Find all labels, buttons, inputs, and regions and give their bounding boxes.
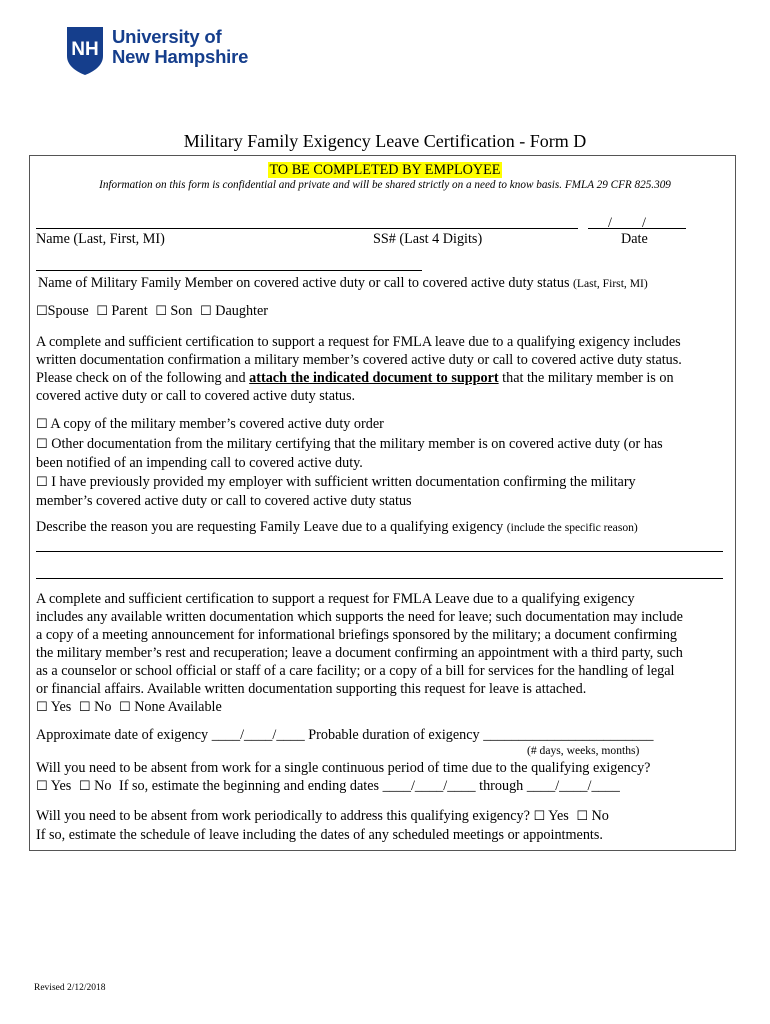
continuous-estimate-label: If so, estimate the beginning and ending dates	[118, 778, 380, 794]
spouse-checkbox[interactable]: ☐	[36, 304, 48, 319]
para1-line3	[36, 370, 674, 387]
doc-option-2-label: Other documentation from the military certifying that the military member is on covered active duty (or has	[51, 436, 663, 452]
periodic-yes-checkbox[interactable]: ☐	[533, 809, 546, 824]
continuous-yes-checkbox[interactable]: ☐	[36, 779, 48, 794]
doc-option-1-label: A copy of the military member’s covered active duty order	[50, 416, 384, 432]
duration-label: Probable duration of exigency	[308, 727, 480, 743]
son-label: Son	[170, 303, 193, 319]
employee-heading: TO BE COMPLETED BY EMPLOYEE	[269, 162, 501, 178]
periodic-no-label: No	[591, 808, 609, 824]
doc-option-2-checkbox[interactable]: ☐	[36, 437, 48, 452]
doc-yes-label: Yes	[50, 699, 72, 715]
doc-option-1-checkbox[interactable]: ☐	[36, 417, 48, 432]
name-label: Name (Last, First, MI)	[36, 231, 165, 247]
doc-none-label: None Available	[134, 699, 222, 715]
doc-no-label: No	[94, 699, 112, 715]
daughter-checkbox[interactable]: ☐	[200, 304, 212, 319]
logo-line-1: University of	[112, 26, 222, 47]
reason-label: Describe the reason you are requesting Family Leave due to a qualifying exigency	[36, 519, 504, 535]
member-name-field[interactable]	[36, 270, 422, 271]
through-label: through	[479, 778, 524, 794]
continuous-yes-label: Yes	[50, 778, 72, 794]
exigency-row	[36, 727, 653, 744]
parent-checkbox[interactable]: ☐	[96, 304, 108, 319]
date-label: Date	[621, 231, 648, 247]
reason-label-wrap	[36, 519, 638, 536]
para1-line4: covered active duty or call to covered active duty status.	[36, 388, 356, 404]
para1-line3a: Please check on of the following and	[36, 370, 250, 386]
member-label-hint: (Last, First, MI)	[573, 277, 648, 290]
unh-logo	[66, 26, 266, 78]
doc-option-2	[36, 436, 663, 453]
para2-line3: a copy of a meeting announcement for informational briefings sponsored by the military; a document confirming	[36, 627, 678, 643]
periodic-estimate: If so, estimate the schedule of leave including the dates of any scheduled meetings or appointments.	[36, 827, 603, 843]
continuous-question: Will you need to be absent from work for a single continuous period of time due to the qualifying exigency?	[36, 760, 651, 776]
continuous-row	[36, 778, 620, 795]
duration-field[interactable]: ________________________	[483, 727, 654, 743]
para2-line1: A complete and sufficient certification to support a request for FMLA Leave due to a qualifying exigency	[36, 591, 635, 607]
periodic-no-checkbox[interactable]: ☐	[576, 809, 588, 824]
continuous-no-checkbox[interactable]: ☐	[78, 779, 91, 794]
para1-line2: written documentation confirmation a military member’s covered active duty or call to covered active duty status.	[36, 352, 682, 368]
periodic-yes-label: Yes	[548, 808, 569, 824]
continuous-no-label: No	[94, 778, 112, 794]
ss-label: SS# (Last 4 Digits)	[373, 231, 483, 247]
unh-shield-icon	[66, 26, 104, 76]
doc-option-3-cont: member’s covered active duty or call to covered active duty status	[36, 493, 412, 509]
doc-no-checkbox[interactable]: ☐	[78, 700, 91, 715]
date-slashes: / /	[608, 215, 646, 231]
member-label-wrap	[38, 275, 648, 292]
form-title: Military Family Exigency Leave Certification - Form D	[183, 131, 587, 151]
reason-field-line-1[interactable]	[36, 551, 723, 552]
continuous-end-field[interactable]: ____/____/____	[526, 778, 620, 794]
periodic-row	[36, 808, 609, 825]
doc-availability-row	[36, 699, 222, 716]
attach-instruction: attach the indicated document to support	[249, 370, 499, 386]
svg-text:NH: NH	[71, 39, 99, 60]
para2-line2: includes any available written documentation which supports the need for leave; such documentation may include	[36, 609, 683, 625]
doc-option-3-label: I have previously provided my employer with sufficient written documentation confirming the military	[51, 474, 636, 490]
revised-date: Revised 2/12/2018	[34, 983, 106, 993]
para2-line6: or financial affairs. Available written documentation supporting this request for leave is attached.	[36, 681, 587, 697]
son-checkbox[interactable]: ☐	[155, 304, 167, 319]
spouse-label: Spouse	[47, 303, 89, 319]
doc-option-3	[36, 474, 636, 491]
continuous-start-field[interactable]: ____/____/____	[382, 778, 476, 794]
employee-heading-wrap	[0, 162, 770, 179]
periodic-question: Will you need to be absent from work periodically to address this qualifying exigency?	[36, 808, 530, 824]
para1-line3c: that the military member is on	[498, 370, 674, 386]
date-field[interactable]	[588, 228, 686, 229]
para2-line5: as a counselor or school official or staff of a care facility; or a copy of a bill for services for the handling of legal	[36, 663, 675, 679]
duration-hint: (# days, weeks, months)	[527, 744, 640, 757]
doc-option-1	[36, 416, 384, 433]
parent-label: Parent	[111, 303, 148, 319]
relationship-row	[36, 303, 268, 320]
exigency-date-label: Approximate date of exigency	[36, 727, 209, 743]
confidential-note: Information on this form is confidential and private and will be shared strictly on a need to know basis. FMLA 29 CFR 825.309	[99, 179, 671, 191]
reason-hint: (include the specific reason)	[506, 521, 638, 534]
member-label: Name of Military Family Member on covered active duty or call to covered active duty status	[38, 275, 570, 291]
logo-line-2: New Hampshire	[112, 46, 249, 67]
doc-option-3-checkbox[interactable]: ☐	[36, 475, 48, 490]
para1-line1: A complete and sufficient certification to support a request for FMLA leave due to a qualifying exigency includes	[36, 334, 681, 350]
reason-field-line-2[interactable]	[36, 578, 723, 579]
doc-none-checkbox[interactable]: ☐	[118, 700, 131, 715]
daughter-label: Daughter	[215, 303, 269, 319]
logo-wordmark	[112, 27, 248, 67]
name-field[interactable]	[36, 228, 578, 229]
para2-line4: the military member’s rest and recuperation; leave a document confirming an appointment with a third party, such	[36, 645, 683, 661]
doc-yes-checkbox[interactable]: ☐	[36, 700, 48, 715]
doc-option-2-cont: been notified of an impending call to covered active duty.	[36, 455, 363, 471]
exigency-date-field[interactable]: ____/____/____	[211, 727, 305, 743]
